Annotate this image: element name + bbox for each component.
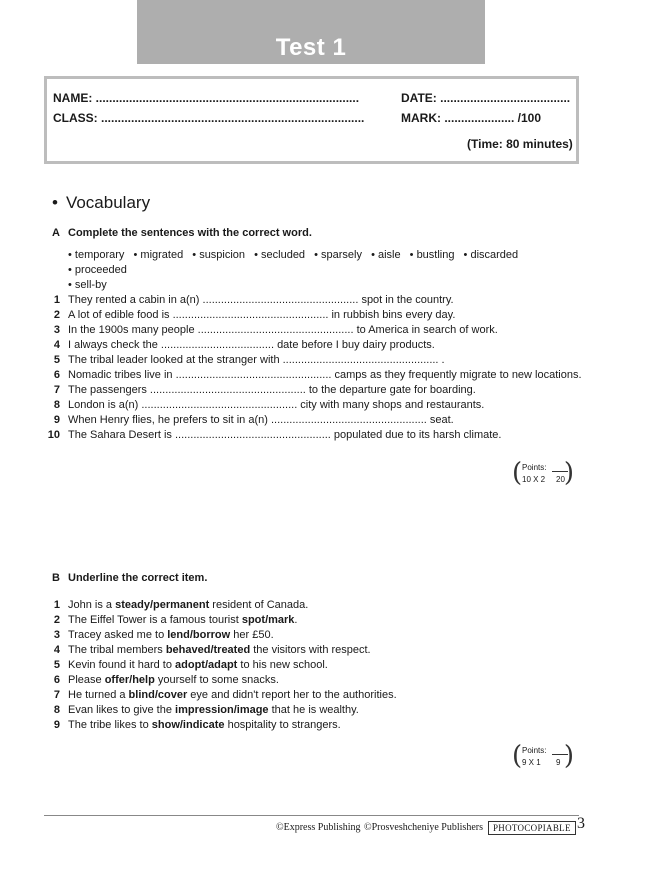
item-options[interactable]: behaved/treated [165,644,251,656]
item-options[interactable]: spot/mark [241,614,295,626]
name-field: NAME: ............................................................................... [53,91,360,105]
item-number: 3 [53,324,60,336]
item-number: 4 [53,644,60,656]
word-bank-item: • proceeded [68,264,127,276]
item-number: 6 [53,674,60,686]
footer-publisher-2: ©Prosveshcheniye Publishers [364,822,483,833]
task-a-item [44,398,584,413]
item-text-after: hospitality to strangers. [224,719,341,731]
points-label: Points: [522,463,547,472]
task-b-item [44,658,584,673]
footer-rule [44,815,579,816]
points-total: 9 [556,758,561,767]
item-text-before: Kevin found it hard to [68,659,176,671]
item-number: 5 [53,354,60,366]
date-field: DATE: ....................................... [401,91,571,105]
task-a-item [44,293,584,308]
task-b-item [44,688,584,703]
item-options[interactable]: adopt/adapt [175,659,238,671]
task-b-item [44,643,584,658]
item-text: A lot of edible food is ................................................... in rubbish bins every day. [68,309,456,321]
task-a-item [44,368,584,383]
task-a-item [44,323,584,338]
item-options[interactable]: show/indicate [151,719,225,731]
time-limit: (Time: 80 minutes) [467,137,573,151]
item-number: 7 [53,689,60,701]
points-label: Points: [522,746,547,755]
item-text-after: the visitors with respect. [250,644,371,656]
task-a-item [44,308,584,323]
item-number: 1 [53,294,60,306]
points-multiplier: 9 X 1 [522,758,541,767]
task-a-instruction: Complete the sentences with the correct word. [68,227,312,239]
word-bank-item: • migrated [133,249,184,261]
task-a-item [44,338,584,353]
task-a-item [44,383,584,398]
item-text-before: Tracey asked me to [68,629,168,641]
task-b-item [44,718,584,733]
item-number: 9 [53,414,60,426]
word-bank [68,248,578,293]
item-number: 10 [47,429,60,441]
item-text-after: resident of Canada. [209,599,309,611]
item-number: 3 [53,629,60,641]
task-b-instruction: Underline the correct item. [68,572,208,584]
section-bullet: • [52,193,58,212]
footer-publisher-1: ©Express Publishing [276,822,361,833]
word-bank-item: • aisle [371,249,401,261]
item-number: 5 [53,659,60,671]
task-b-heading [52,572,207,584]
page-number: 3 [577,815,585,832]
item-options[interactable]: impression/image [175,704,269,716]
item-number: 1 [53,599,60,611]
word-bank-item: • discarded [463,249,519,261]
task-a-points: ( Points: 10 X 2 20 ) [512,458,574,488]
photocopiable-badge: PHOTOCOPIABLE [488,821,576,835]
item-text-before: The Eiffel Tower is a famous tourist [68,614,242,626]
test-title: Test 1 [275,34,347,61]
item-text-after: that he is wealthy. [268,704,359,716]
item-text: The passengers ................................................... to the departure gate for boarding. [68,384,476,396]
item-text: The Sahara Desert is ................................................... populated due to its harsh climate. [68,429,502,441]
test-title-bar [137,0,485,64]
item-number: 2 [53,614,60,626]
item-text-before: The tribe likes to [68,719,152,731]
item-options[interactable]: blind/cover [128,689,188,701]
task-a-letter: A [52,227,60,239]
item-text: I always check the ..................................... date before I buy dairy products. [68,339,435,351]
item-options[interactable]: offer/help [104,674,155,686]
item-options[interactable]: lend/borrow [167,629,231,641]
section-title [52,193,150,213]
item-options[interactable]: steady/permanent [115,599,210,611]
student-info-box [44,76,579,164]
points-multiplier: 10 X 2 [522,475,546,484]
task-b-item [44,673,584,688]
points-total: 20 [556,475,565,484]
item-number: 2 [53,309,60,321]
item-text-after: to his new school. [237,659,328,671]
item-number: 6 [53,369,60,381]
task-a-heading [52,227,312,239]
item-text-after: her £50. [230,629,274,641]
item-text: London is a(n) ................................................... city with many shops and restaurants. [68,399,485,411]
item-text-after: eye and didn't report her to the authorities. [187,689,397,701]
section-title-text: Vocabulary [65,193,151,212]
task-b-points: ( Points: 9 X 1 9 ) [512,741,574,771]
word-bank-item: • sparsely [314,249,362,261]
class-field: CLASS: ............................................................................... [53,111,365,125]
task-a-item [44,353,584,368]
word-bank-item: • secluded [254,249,306,261]
item-text-before: John is a [68,599,116,611]
item-text-after: . [294,614,298,626]
item-text-before: He turned a [68,689,129,701]
task-b-item [44,703,584,718]
item-text-before: Please [68,674,105,686]
item-number: 9 [53,719,60,731]
task-b-items [44,598,584,733]
item-text: When Henry flies, he prefers to sit in a(n) ................................................... seat. [68,414,454,426]
task-b-letter: B [52,572,60,584]
item-text: In the 1900s many people ................................................... to America in search of work. [68,324,498,336]
item-number: 7 [53,384,60,396]
word-bank-item: • suspicion [192,249,246,261]
word-bank-item: • sell-by [68,279,107,291]
item-number: 8 [53,399,60,411]
task-a-item [44,428,584,443]
item-text-before: The tribal members [68,644,166,656]
item-text-after: yourself to some snacks. [154,674,279,686]
item-text: Nomadic tribes live in ................................................... camps as they frequently migrate to new locations. [68,369,582,381]
item-number: 8 [53,704,60,716]
item-text-before: Evan likes to give the [68,704,176,716]
mark-field: MARK: ..................... /100 [401,111,542,125]
word-bank-item: • temporary [68,249,125,261]
item-text: They rented a cabin in a(n) ................................................... spot in the country. [68,294,454,306]
task-b-item [44,598,584,613]
task-a-item [44,413,584,428]
task-a-items [44,293,584,443]
task-b-item [44,628,584,643]
item-text: The tribal leader looked at the stranger with ................................................... . [68,354,445,366]
task-b-item [44,613,584,628]
item-number: 4 [53,339,60,351]
word-bank-item: • bustling [409,249,455,261]
